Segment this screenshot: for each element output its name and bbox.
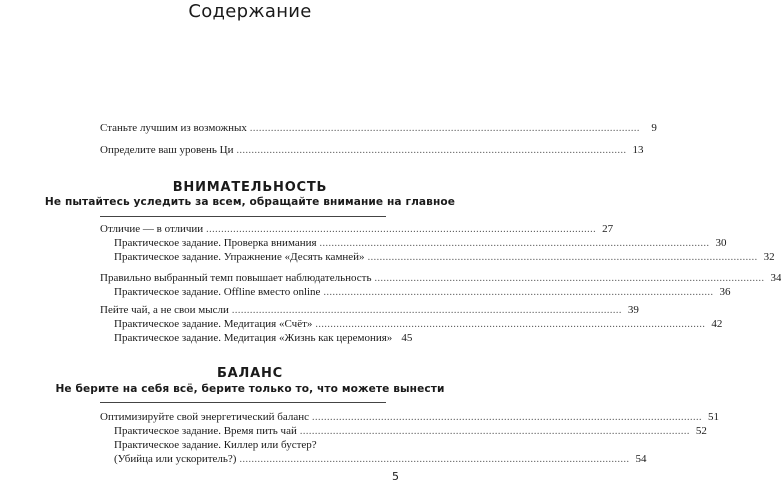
toc-entry-text: Практическое задание. Упражнение «Десять камней» bbox=[114, 251, 365, 263]
toc-subentry[interactable] bbox=[114, 250, 775, 265]
toc-entry[interactable] bbox=[100, 143, 644, 158]
toc-entry-text: Оптимизируйте свой энергетический баланс bbox=[100, 411, 310, 423]
page-title: Содержание bbox=[188, 1, 312, 22]
toc-entry-text: Отличие — в отличии bbox=[100, 223, 204, 235]
dot-leader: .................................................................................................................................. bbox=[367, 252, 758, 263]
toc-entry-page: 54 bbox=[635, 453, 647, 465]
section-divider bbox=[100, 402, 386, 403]
toc-entry[interactable] bbox=[100, 303, 639, 318]
section-title: БАЛАНС bbox=[216, 366, 284, 381]
toc-entry-text: Пейте чай, а не свои мысли bbox=[100, 304, 229, 316]
toc-entry[interactable] bbox=[100, 271, 781, 286]
toc-entry[interactable] bbox=[100, 121, 657, 136]
toc-entry-text: Определите ваш уровень Ци bbox=[100, 144, 234, 156]
toc-subentry[interactable] bbox=[114, 236, 727, 251]
toc-entry-text: Правильно выбранный темп повышает наблюдательность bbox=[100, 272, 372, 284]
toc-entry-page: 52 bbox=[695, 425, 707, 437]
toc-entry-page: 39 bbox=[627, 304, 639, 316]
toc-entry-text: Практическое задание. Время пить чай bbox=[114, 425, 297, 437]
toc-entry[interactable] bbox=[100, 410, 720, 425]
toc-entry-page: 36 bbox=[719, 286, 731, 298]
toc-entry-page: 32 bbox=[763, 251, 775, 263]
dot-leader: .................................................................................................................................. bbox=[319, 238, 710, 249]
toc-entry-text: Станьте лучшим из возможных bbox=[100, 122, 247, 134]
dot-leader: .................................................................................................................................. bbox=[239, 454, 630, 465]
toc-entry-text: Практическое задание. Проверка внимания bbox=[114, 237, 317, 249]
dot-leader: .................................................................................................................................. bbox=[315, 319, 706, 330]
toc-entry-page: 42 bbox=[711, 318, 723, 330]
toc-entry-page: 45 bbox=[401, 332, 413, 344]
section-subtitle: Не берите на себя всё, берите только то, что можете вынести bbox=[55, 383, 445, 395]
dot-leader: .................................................................................................................................. bbox=[323, 287, 714, 298]
toc-subentry[interactable] bbox=[114, 285, 731, 300]
toc-entry-text: Практическое задание. Медитация «Жизнь как церемония» bbox=[114, 332, 393, 344]
toc-entry[interactable] bbox=[100, 222, 614, 237]
dot-leader: .................................................................................................................................. bbox=[374, 273, 765, 284]
dot-leader: .................................................................................................................................. bbox=[236, 145, 627, 156]
page-number: 5 bbox=[392, 470, 399, 483]
toc-subentry[interactable] bbox=[114, 424, 707, 439]
toc-entry-page: 30 bbox=[715, 237, 727, 249]
toc-entry-page: 51 bbox=[708, 411, 720, 423]
section-subtitle: Не пытайтесь уследить за всем, обращайте внимание на главное bbox=[44, 196, 456, 208]
toc-subentry-line[interactable]: Практическое задание. Киллер или бустер? bbox=[114, 439, 317, 451]
dot-leader: .................................................................................................................................. bbox=[312, 412, 703, 423]
toc-entry-page: 9 bbox=[651, 122, 657, 134]
toc-entry-page: 27 bbox=[602, 223, 614, 235]
dot-leader: .................................................................................................................................. bbox=[231, 305, 622, 316]
toc-entry-text: (Убийца или ускоритель?) bbox=[114, 453, 237, 465]
toc-entry-text: Практическое задание. Медитация «Счёт» bbox=[114, 318, 313, 330]
toc-subentry[interactable] bbox=[114, 331, 413, 346]
toc-entry-page: 34 bbox=[770, 272, 781, 284]
toc-entry-page: 13 bbox=[632, 144, 644, 156]
section-divider bbox=[100, 216, 386, 217]
section-title: ВНИМАТЕЛЬНОСТЬ bbox=[172, 180, 328, 195]
toc-entry-text: Практическое задание. Offline вместо online bbox=[114, 286, 321, 298]
toc-subentry[interactable] bbox=[114, 317, 723, 332]
dot-leader: .................................................................................................................................. bbox=[206, 224, 597, 235]
dot-leader: .................................................................................................................................. bbox=[299, 426, 690, 437]
dot-leader: .................................................................................................................................. bbox=[249, 123, 640, 134]
toc-subentry[interactable] bbox=[114, 452, 647, 467]
